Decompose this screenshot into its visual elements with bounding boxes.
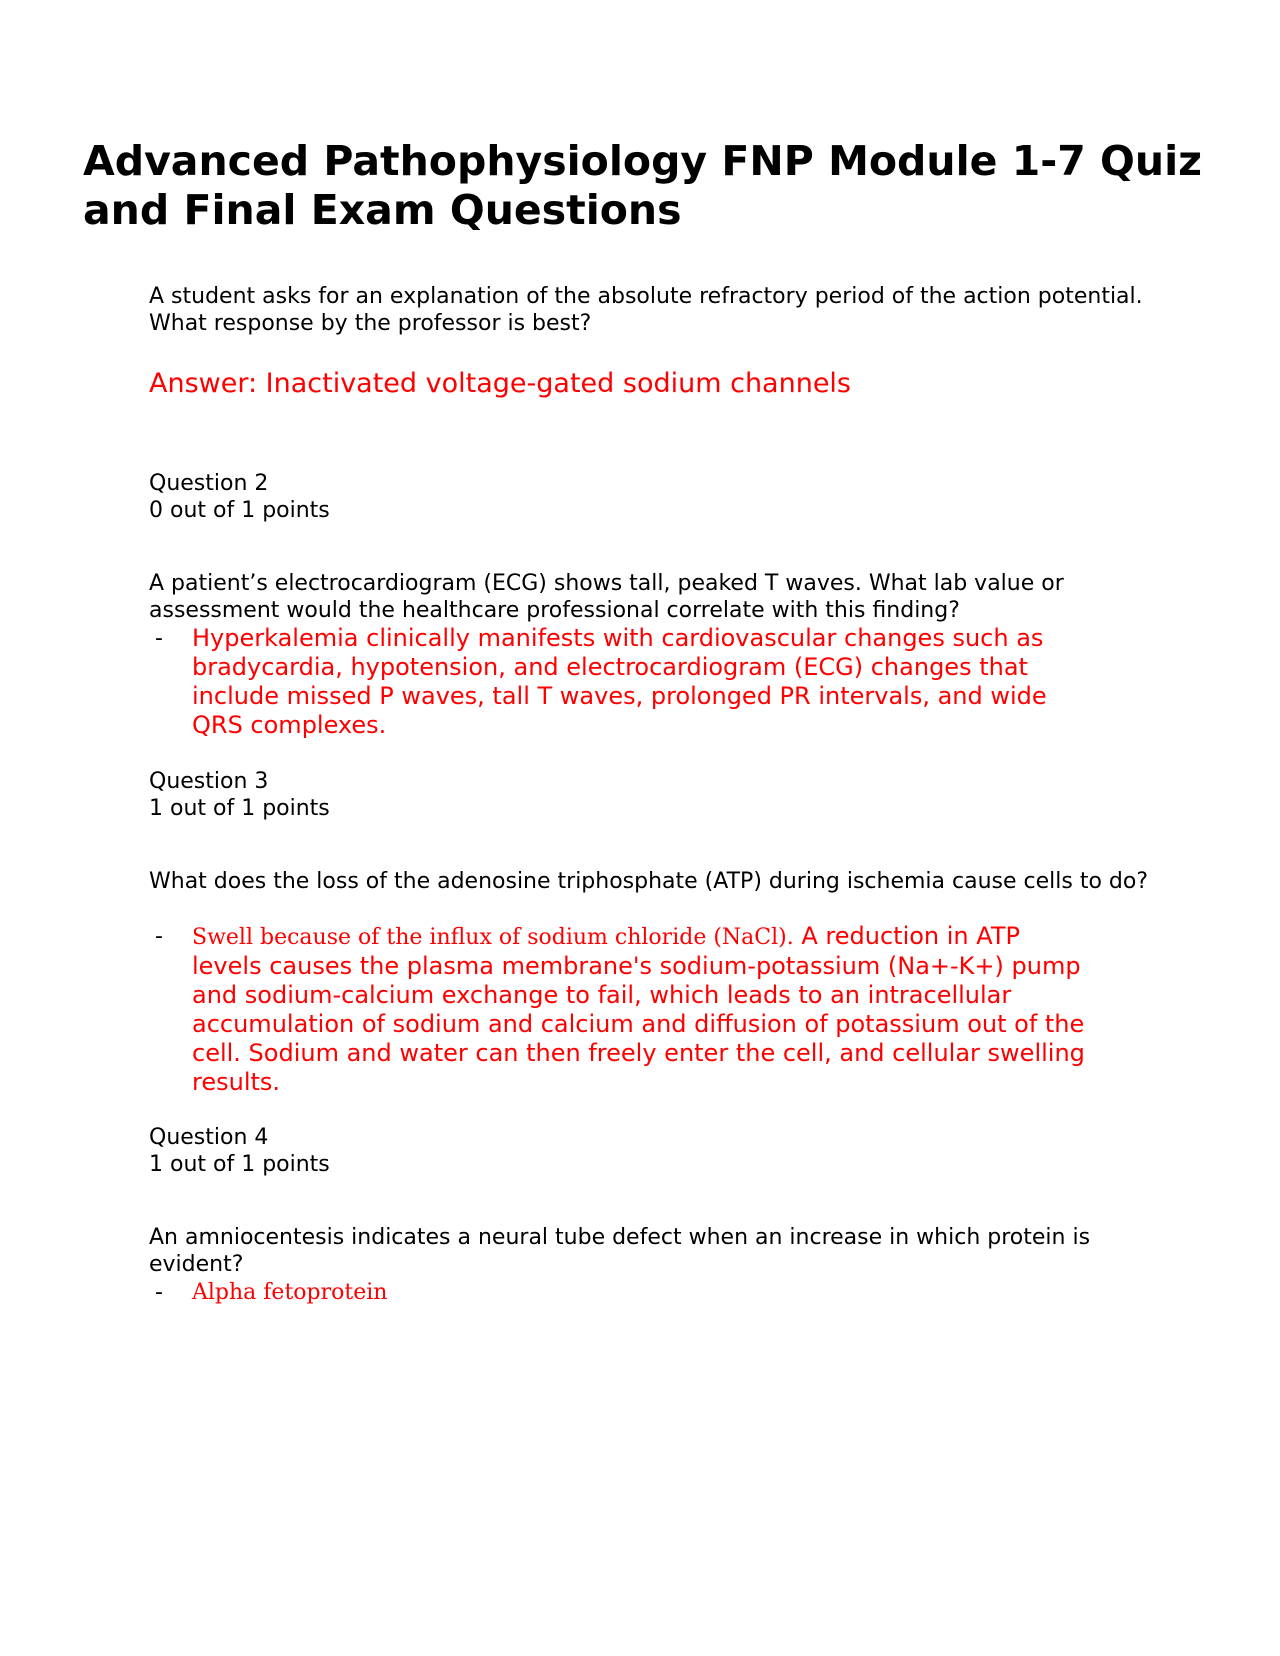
q2-score: 0 out of 1 points: [149, 498, 330, 523]
q3-score: 1 out of 1 points: [149, 796, 330, 821]
q3-question: What does the loss of the adenosine triphosphate (ATP) during ischemia cause cells to do?: [149, 869, 1149, 894]
q4-heading: Question 4: [149, 1125, 269, 1150]
document-title: Advanced Pathophysiology FNP Module 1-7 Quiz and Final Exam Questions: [83, 137, 1203, 234]
q3-answer-rest: A reduction in ATP levels causes the plasma membrane's sodium-potassium (Na+-K+) pump and sodium-calcium exchange to fail, which leads to an intracellular accumulation of sodium and calcium and diffusion of potassium out of the cell. Sodium and water can then freely enter the cell, and cellular swelling results.: [192, 922, 1085, 1096]
q2-bullet: -: [155, 626, 163, 651]
q4-answer: Alpha fetoprotein: [192, 1280, 388, 1305]
q4-score: 1 out of 1 points: [149, 1152, 330, 1177]
q3-bullet: -: [155, 924, 163, 949]
q2-answer: Hyperkalemia clinically manifests with cardiovascular changes such as bradycardia, hypotension, and electrocardiogram (ECG) changes that include missed P waves, tall T waves, prolonged PR intervals, and wide QRS complexes.: [192, 624, 1047, 739]
q3-answer: [192, 922, 1092, 1097]
q3-heading: Question 3: [149, 769, 269, 794]
q2-question: A patient’s electrocardiogram (ECG) shows tall, peaked T waves. What lab value or assessment would the healthcare professional correlate with this finding?: [149, 571, 1064, 623]
q3-answer-lead: Swell because of the influx of sodium chloride (NaCl).: [192, 925, 794, 950]
q1-question: A student asks for an explanation of the absolute refractory period of the action potential. What response by the professor is best?: [149, 284, 1143, 336]
q4-question: An amniocentesis indicates a neural tube defect when an increase in which protein is evident?: [149, 1225, 1091, 1277]
q2-heading: Question 2: [149, 471, 269, 496]
q4-bullet: -: [155, 1280, 163, 1305]
q1-answer: Answer: Inactivated voltage-gated sodium channels: [149, 368, 851, 399]
